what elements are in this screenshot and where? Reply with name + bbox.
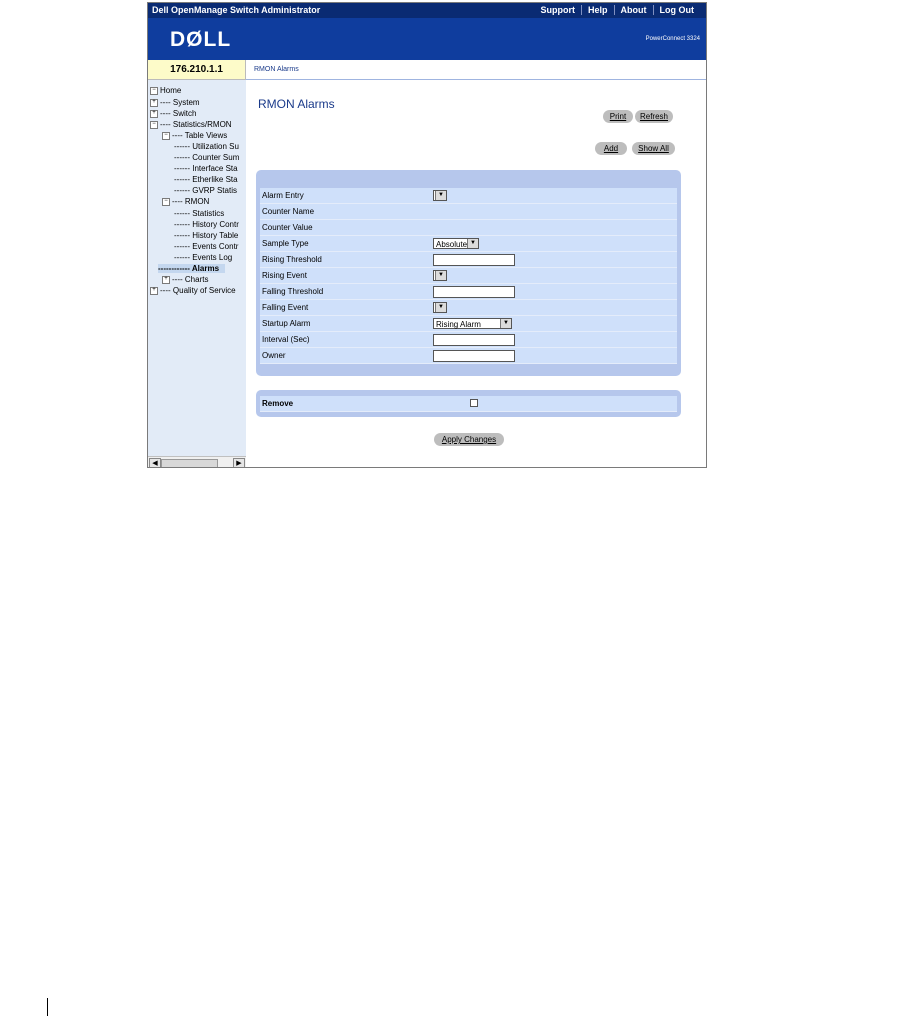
tree-item-counter-summary[interactable]: ------ Counter Sum xyxy=(174,153,240,162)
tree-item-events-log[interactable]: ------ Events Log xyxy=(174,253,233,262)
tree-item-qos[interactable]: + ---- Quality of Service xyxy=(150,286,236,295)
alarm-entry-select[interactable] xyxy=(433,190,447,201)
tree-item-history-table[interactable]: ------ History Table xyxy=(174,231,239,240)
scroll-right-icon[interactable]: ▶ xyxy=(233,458,245,468)
add-button[interactable]: Add xyxy=(595,142,627,155)
expand-icon[interactable]: + xyxy=(150,110,158,118)
device-model: PowerConnect 3324 xyxy=(645,36,700,42)
logout-link[interactable]: Log Out xyxy=(653,5,701,15)
main-content xyxy=(246,80,706,467)
owner-row: Owner xyxy=(260,348,677,364)
collapse-icon[interactable]: − xyxy=(150,121,158,129)
chevron-down-icon[interactable]: ▼ xyxy=(435,271,446,280)
collapse-icon[interactable]: − xyxy=(150,87,158,95)
tree-item-events-control[interactable]: ------ Events Contr xyxy=(174,242,239,251)
tree-item-rmon[interactable]: − ---- RMON xyxy=(162,197,209,206)
tree-item-utilization[interactable]: ------ Utilization Su xyxy=(174,142,239,151)
tree-scrollbar[interactable] xyxy=(148,456,246,468)
alarm-entry-row: Alarm Entry ▼ xyxy=(260,188,677,204)
sample-type-select[interactable]: Absolute ▼ xyxy=(433,238,479,249)
tree-item-switch[interactable]: + ---- Switch xyxy=(150,109,196,118)
tree-item-statistics-rmon[interactable]: − ---- Statistics/RMON xyxy=(150,120,232,129)
rising-event-row: Rising Event ▼ xyxy=(260,268,677,284)
tree-item-history-control[interactable]: ------ History Contr xyxy=(174,220,239,229)
collapse-icon[interactable]: − xyxy=(162,198,170,206)
tree-item-table-views[interactable]: − ---- Table Views xyxy=(162,131,227,140)
sample-type-row: Sample Type Absolute ▼ xyxy=(260,236,677,252)
falling-event-row: Falling Event ▼ xyxy=(260,300,677,316)
banner xyxy=(148,18,706,60)
support-link[interactable]: Support xyxy=(540,5,575,15)
app-window xyxy=(147,2,707,468)
device-ip: 176.210.1.1 xyxy=(148,60,246,80)
chevron-down-icon[interactable]: ▼ xyxy=(467,239,478,248)
tree-item-etherlike-stats[interactable]: ------ Etherlike Sta xyxy=(174,175,238,184)
startup-alarm-row: Startup Alarm Rising Alarm ▼ xyxy=(260,316,677,332)
tree-item-home[interactable]: − Home xyxy=(150,86,181,95)
dell-logo: DØLL xyxy=(170,28,232,51)
owner-input[interactable] xyxy=(433,350,515,362)
nav-tree xyxy=(148,80,246,456)
rising-event-select[interactable] xyxy=(433,270,447,281)
expand-icon[interactable]: + xyxy=(150,99,158,107)
alarm-form-panel xyxy=(256,170,681,376)
chevron-down-icon[interactable]: ▼ xyxy=(435,303,446,312)
tree-item-alarms[interactable]: ------------ Alarms xyxy=(158,264,225,273)
show-all-button[interactable]: Show All xyxy=(632,142,675,155)
expand-icon[interactable]: + xyxy=(162,276,170,284)
top-bar xyxy=(148,3,706,18)
remove-checkbox[interactable] xyxy=(470,399,478,407)
tree-item-statistics[interactable]: ------ Statistics xyxy=(174,209,225,218)
counter-value-row: Counter Value xyxy=(260,220,677,236)
tree-item-charts[interactable]: + ---- Charts xyxy=(162,275,208,284)
tree-item-gvrp-stats[interactable]: ------ GVRP Statis xyxy=(174,186,237,195)
counter-name-row: Counter Name xyxy=(260,204,677,220)
page-margin-rule xyxy=(47,998,48,1016)
help-link[interactable]: Help xyxy=(581,5,614,15)
interval-row: Interval (Sec) xyxy=(260,332,677,348)
refresh-button[interactable]: Refresh xyxy=(635,110,673,123)
falling-threshold-row: Falling Threshold xyxy=(260,284,677,300)
chevron-down-icon[interactable]: ▼ xyxy=(500,319,511,328)
chevron-down-icon[interactable]: ▼ xyxy=(435,191,446,200)
scroll-thumb[interactable] xyxy=(161,459,218,468)
print-button[interactable]: Print xyxy=(603,110,633,123)
interval-input[interactable] xyxy=(433,334,515,346)
tree-item-interface-stats[interactable]: ------ Interface Sta xyxy=(174,164,238,173)
falling-threshold-input[interactable] xyxy=(433,286,515,298)
apply-changes-button[interactable]: Apply Changes xyxy=(434,433,504,446)
expand-icon[interactable]: + xyxy=(150,287,158,295)
page-title: RMON Alarms xyxy=(258,97,335,111)
top-nav xyxy=(534,5,700,15)
tree-item-system[interactable]: + ---- System xyxy=(150,98,200,107)
startup-alarm-select[interactable]: Rising Alarm ▼ xyxy=(433,318,512,329)
scroll-left-icon[interactable]: ◀ xyxy=(149,458,161,468)
remove-row: Remove xyxy=(260,396,677,412)
remove-panel xyxy=(256,390,681,417)
about-link[interactable]: About xyxy=(614,5,653,15)
rising-threshold-input[interactable] xyxy=(433,254,515,266)
falling-event-select[interactable] xyxy=(433,302,447,313)
app-title: Dell OpenManage Switch Administrator xyxy=(152,5,321,15)
breadcrumb: RMON Alarms xyxy=(246,60,706,80)
rising-threshold-row: Rising Threshold xyxy=(260,252,677,268)
collapse-icon[interactable]: − xyxy=(162,132,170,140)
